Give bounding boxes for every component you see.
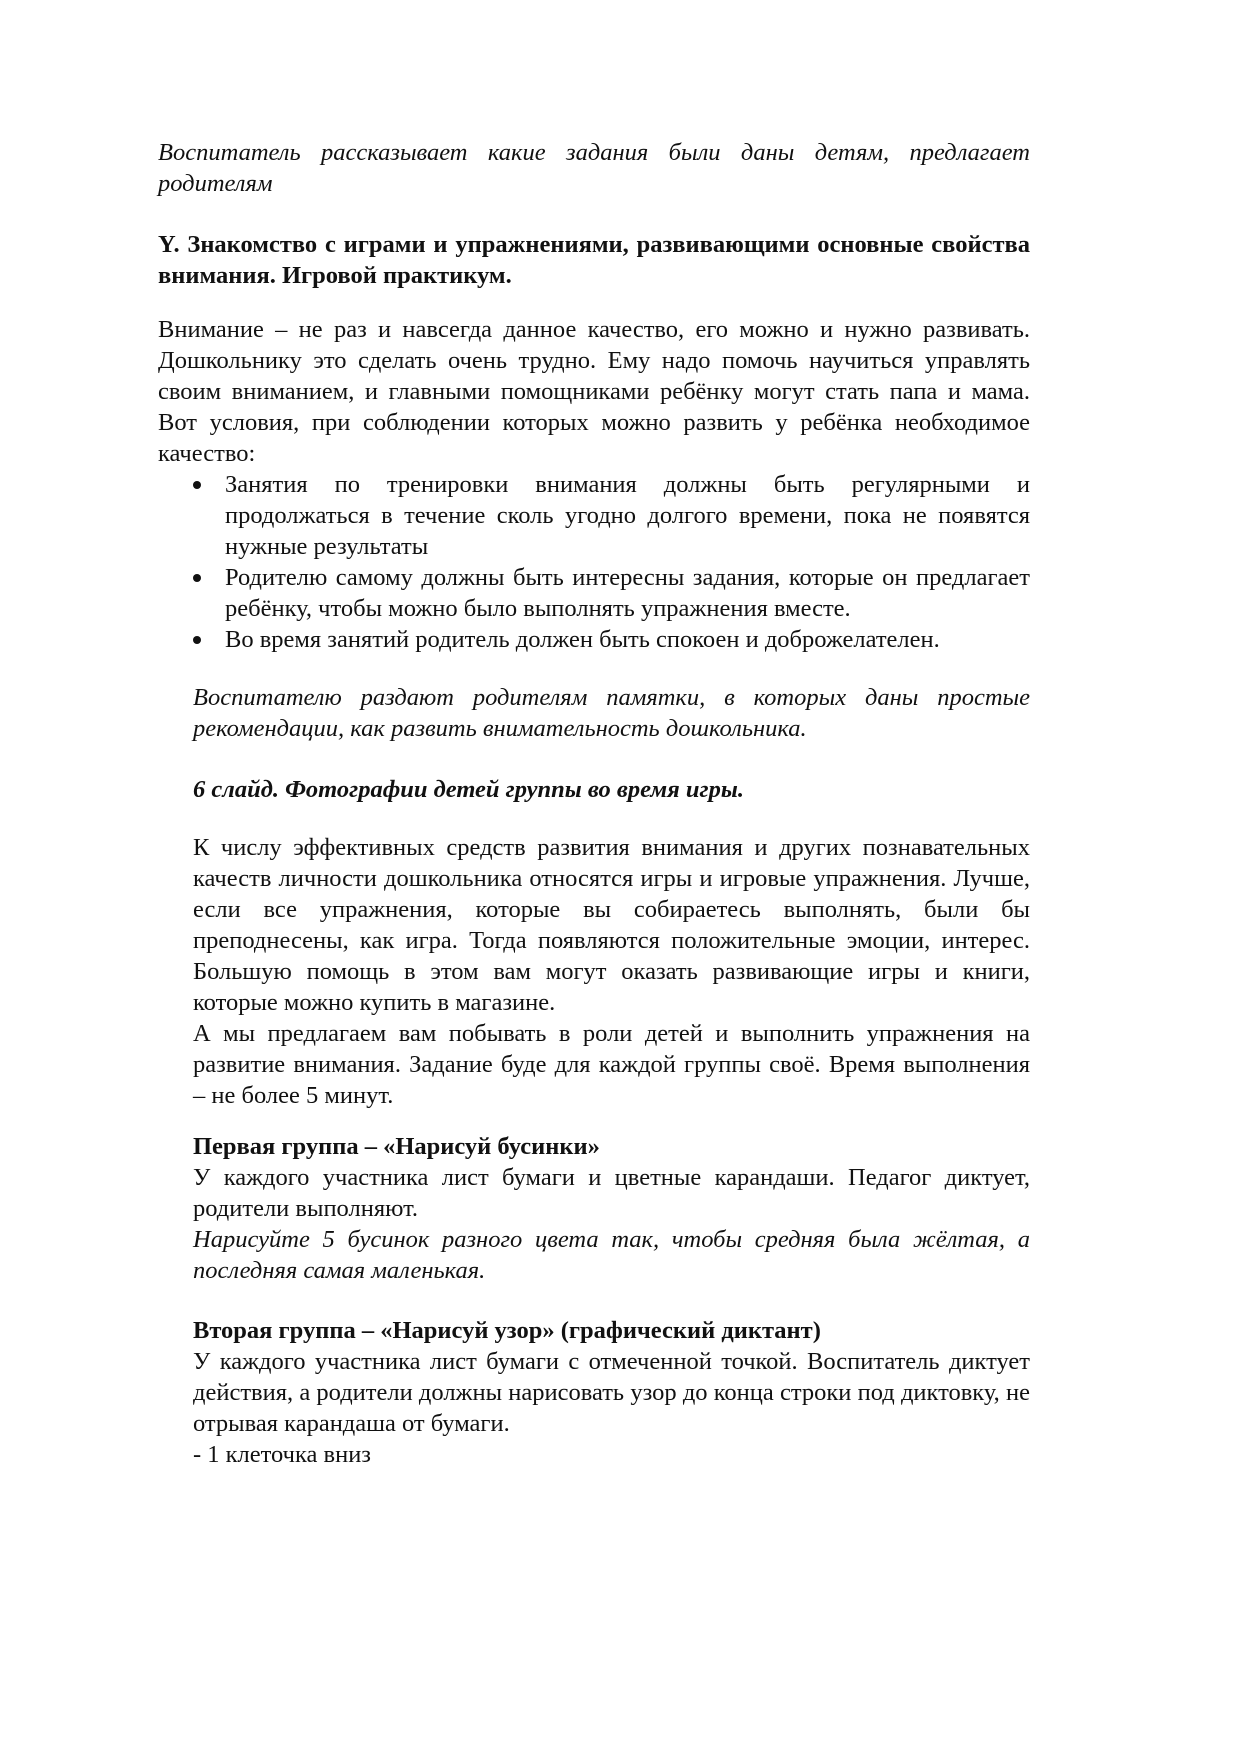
intro-note — [158, 137, 1030, 199]
intro-note-text: Воспитатель рассказывает какие задания были даны детям, предлагает родителям — [158, 139, 1030, 197]
group2-step: - 1 клеточка вниз — [193, 1441, 371, 1468]
group1-description: У каждого участника лист бумаги и цветные карандаши. Педагог диктует, родители выполняют. — [193, 1164, 1030, 1222]
slide-note — [193, 774, 1030, 805]
group2-description: У каждого участника лист бумаги с отмеченной точкой. Воспитатель диктует действия, а родители должны нарисовать узор до конца строки под диктовку, не отрывая карандаша от бумаги. — [193, 1348, 1030, 1437]
practice-paragraph: А мы предлагаем вам побывать в роли детей и выполнить упражнения на развитие внимания. Задание буде для каждой группы своё. Время выполнения – не более 5 минут. — [193, 1020, 1030, 1109]
section-heading-text: Y. Знакомство с играми и упражнениями, развивающими основные свойства внимания. Игровой практикум. — [158, 231, 1030, 289]
condition-item: Во время занятий родитель должен быть спокоен и доброжелателен. — [158, 624, 1030, 655]
group1-instruction: Нарисуйте 5 бусинок разного цвета так, чтобы средняя была жёлтая, а последняя самая маленькая. — [193, 1226, 1030, 1284]
games-section — [193, 832, 1030, 1111]
group2-section — [193, 1315, 1030, 1470]
conditions-list — [158, 469, 1030, 655]
group1-section — [193, 1131, 1030, 1286]
slide-note-text: 6 слайд. Фотографии детей группы во время игры. — [193, 776, 744, 803]
section-heading — [158, 229, 1030, 291]
memo-note-text: Воспитателю раздают родителям памятки, в которых даны простые рекомендации, как развить внимательность дошкольника. — [193, 684, 1030, 742]
condition-item: Занятия по тренировки внимания должны быть регулярными и продолжаться в течение сколь угодно долгого времени, пока не появятся нужные результаты — [158, 469, 1030, 562]
attention-paragraph: Внимание – не раз и навсегда данное качество, его можно и нужно развивать. Дошкольнику это сделать очень трудно. Ему надо помочь научиться управлять своим вниманием, и главными помощниками ребёнку могут стать папа и мама. Вот условия, при соблюдении которых можно развить у ребёнка необходимое качество: — [158, 316, 1030, 467]
group1-heading: Первая группа – «Нарисуй бусинки» — [193, 1133, 600, 1160]
games-paragraph: К числу эффективных средств развития внимания и других познавательных качеств личности дошкольника относятся игры и игровые упражнения. Лучше, если все упражнения, которые вы собираетесь выполнять, были бы преподнесены, как игра. Тогда появляются положительные эмоции, интерес. Большую помощь в этом вам могут оказать развивающие игры и книги, которые можно купить в магазине. — [193, 834, 1030, 1016]
attention-section — [158, 314, 1030, 655]
group2-heading: Вторая группа – «Нарисуй узор» (графический диктант) — [193, 1317, 821, 1344]
condition-item: Родителю самому должны быть интересны задания, которые он предлагает ребёнку, чтобы можно было выполнять упражнения вместе. — [158, 562, 1030, 624]
memo-note — [193, 682, 1030, 744]
